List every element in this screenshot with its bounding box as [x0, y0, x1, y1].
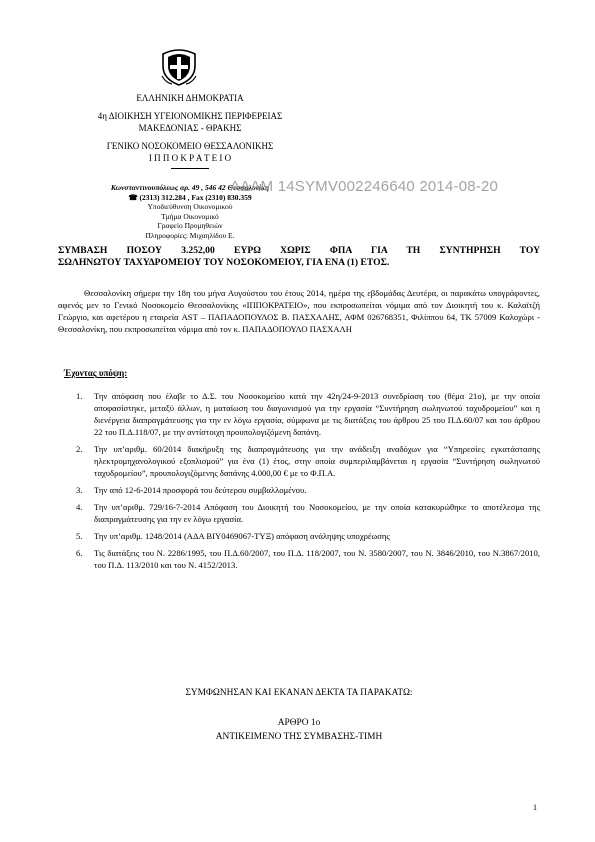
list-item: 6. Τις διατάξεις του Ν. 2286/1995, του Π.Δ.60/2007, του Π.Δ. 118/2007, του Ν. 3580/2007, του Ν. 3846/2010, του Ν.3867/2010, του Π.Δ. 113/2010 και του Ν. 4152/2013.	[76, 548, 540, 570]
hospital-line2: Ι Π Π Ο Κ Ρ Α Τ Ε Ι Ο	[148, 153, 232, 163]
dept-line3: Γραφείο Προμηθειών	[157, 221, 223, 230]
list-item: 2. Την υπ’αριθμ. 60/2014 διακήρυξη της διαπραγμάτευσης για την ανάδειξη αναδόχων για “Υπηρεσίες εγκατάστασης ηλεκτρομηχανολογικού εξοπλισμού” για ένα (1) έτος, στην οποία συμπεριλαμβάνεται η εργασία “Συντήρηση σωληνωτού ταχυδρομείου”, προυπολογιζόμενης δαπάνης 4.000,00 € με το Φ.Π.Α.	[76, 444, 540, 478]
contract-title	[58, 245, 540, 269]
ada-watermark: ΑΔΑΜ 14SYMV002246640 2014-08-20	[230, 178, 499, 195]
considerations-list	[76, 390, 540, 576]
dept-line1: Υποδιεύθυνση Οικονομικού	[147, 202, 233, 211]
authority-line1: 4η ΔΙΟΙΚΗΣΗ ΥΓΕΙΟΝΟΜΙΚΗΣ ΠΕΡΙΦΕΡΕΙΑΣ	[97, 111, 283, 121]
title-line1: ΣΥΜΒΑΣΗ ΠΟΣΟΥ 3.252,00 ΕΥΡΩ ΧΩΡΙΣ ΦΠΑ ΓΙΑ ΤΗ ΣΥΝΤΗΡΗΣΗ ΤΟΥ	[58, 245, 540, 256]
header-divider	[171, 168, 209, 169]
article-heading: ΑΡΘΡΟ 1ο	[277, 718, 321, 728]
address-line: Κωνσταντινουπόλεως αρ. 49 , 546 42 Θεσσαλονίκη	[110, 183, 270, 192]
greek-emblem-icon	[160, 46, 198, 86]
title-line2: ΣΩΛΗΝΩΤΟΥ ΤΑΧΥΔΡΟΜΕΙΟΥ ΤΟΥ ΝΟΣΟΚΟΜΕΙΟΥ, ΓΙΑ ΕΝΑ (1) ΕΤΟΣ.	[58, 257, 390, 268]
intro-paragraph: Θεσσαλονίκη σήμερα την 18η του μήνα Αυγούστου του έτους 2014, ημέρα της εβδομάδας Δευτέρα, οι παρακάτω υπογράφοντες, αφενός μεν το Γενικό Νοσοκομείο Θεσσαλονίκης «ΙΠΠΟΚΡΑΤΕΙΟ», που εκπροσωπείται νόμιμα από τον Διοικητή του κ. Καλαϊτζή Γεώργιο, και αφετέρου η εταιρεία AST – ΠΑΠΑΔΟΠΟΥΛΟΣ Β. ΠΑΣΧΑΛΗΣ, ΑΦΜ 026768351, Φιλίππου 64, ΤΚ 57009 Καλοχώρι - Θεσσαλονίκη, που εκπροσωπείται νόμιμα από τον κ. ΠΑΠΑΔΟΠΟΥΛΟ ΠΑΣΧΑΛΗ	[58, 288, 540, 334]
country-name: ΕΛΛΗΝΙΚΗ ΔΗΜΟΚΡΑΤΙΑ	[136, 93, 244, 103]
list-item: 3. Την από 12-6-2014 προσφορά του δεύτερου συμβαλλομένου.	[76, 485, 307, 495]
list-item: 4. Την υπ’αριθμ. 729/16-7-2014 Απόφαση του Διοικητή του Νοσοκομείου, με την οποία κατακυρώθηκε το αποτέλεσμα της διαπραγμάτευσης για την εν λόγω εργασία.	[76, 502, 540, 524]
having-in-mind-heading: Έχοντας υπόψη:	[64, 368, 128, 378]
info-line: Πληροφορίες: Μιχαηλίδου Ε.	[145, 230, 235, 240]
header-block	[70, 92, 310, 169]
authority-line2: ΜΑΚΕΔΟΝΙΑΣ - ΘΡΑΚΗΣ	[138, 123, 242, 133]
list-item: 5. Την υπ’αριθμ. 1248/2014 (ΑΔΑ ΒΙΥ0469067-ΤΥΞ) απόφαση ανάληψης υποχρέωσης	[76, 531, 390, 541]
dept-line2: Τμήμα Οικονομικό	[161, 211, 219, 221]
page-number: 1	[533, 803, 537, 812]
phone-line: ☎ (2313) 312.284 , Fax (2310) 830.359	[128, 192, 252, 202]
article-title: ΑΝΤΙΚΕΙΜΕΝΟ ΤΗΣ ΣΥΜΒΑΣΗΣ-ΤΙΜΗ	[215, 732, 383, 742]
agreed-heading: ΣΥΜΦΩΝΗΣΑΝ ΚΑΙ ΕΚΑΝΑΝ ΔΕΚΤΑ ΤΑ ΠΑΡΑΚΑΤΩ:	[185, 688, 413, 698]
hospital-line1: ΓΕΝΙΚΟ ΝΟΣΟΚΟΜΕΙΟ ΘΕΣΣΑΛΟΝΙΚΗΣ	[106, 141, 274, 151]
list-item: 1. Την απόφαση που έλαβε το Δ.Σ. του Νοσοκομείου κατά την 42η/24-9-2013 συνεδρίαση του (θέμα 21ο), με την οποία αποφασίστηκε, μεταξύ άλλων, η ματαίωση του διαγωνισμού για την εργασία “Συντήρηση σωληνωτού ταχυδρομείου” και η διενέργεια διαπραγμάτευσης για την εν λόγω εργασία, σύμφωνα με τις διατάξεις του άρθρου 25 του Π.Δ.60/07 και του άρθρου 22 του Π.Δ.118/07, με την αντίστοιχη προυπολογιζόμενη δαπάνη.	[76, 391, 540, 437]
